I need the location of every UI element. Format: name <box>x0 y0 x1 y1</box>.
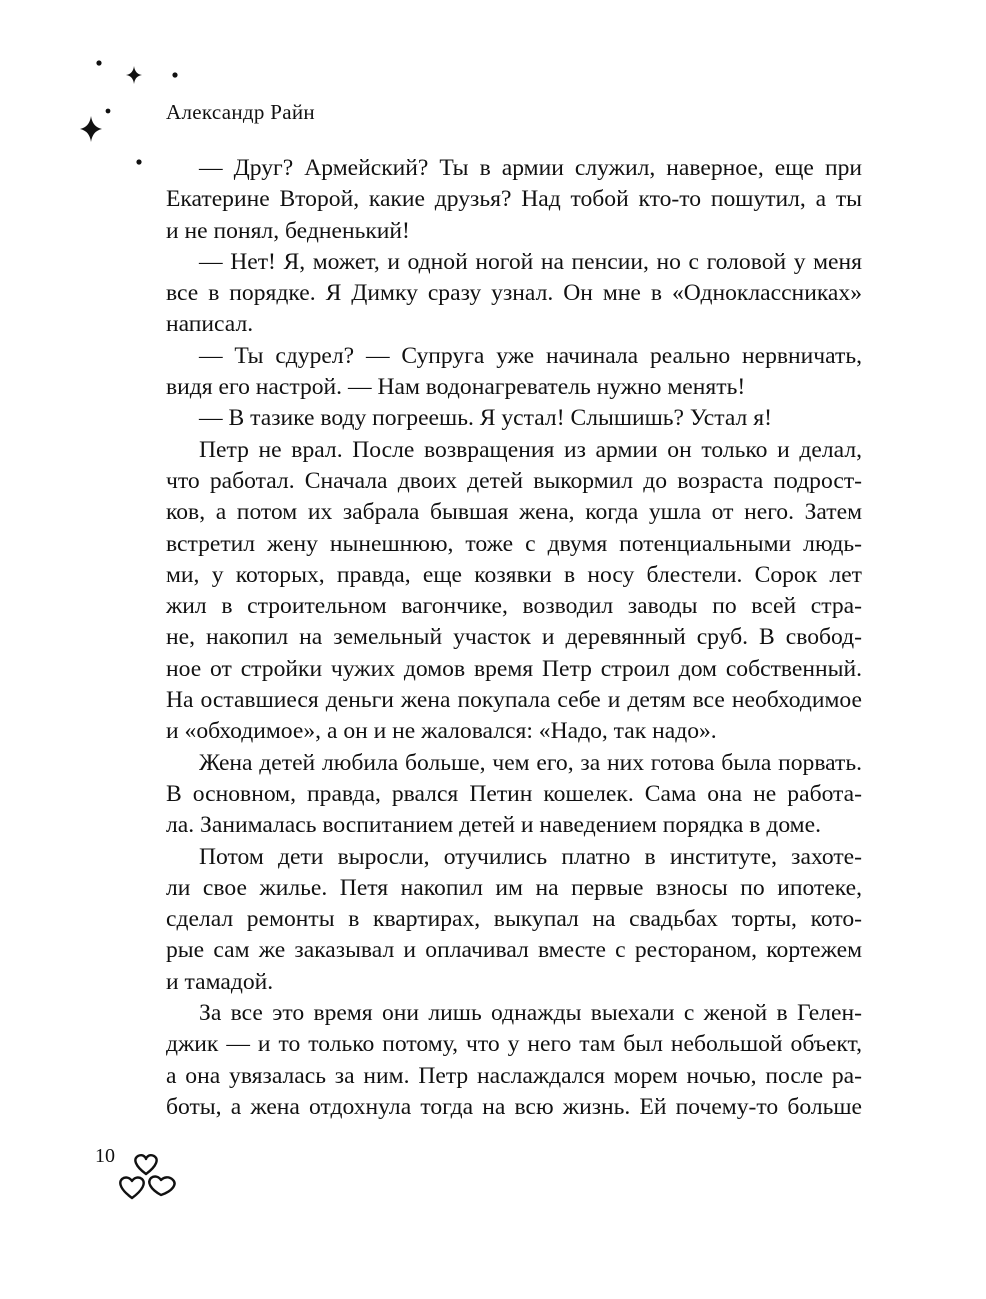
text-line: ков, а потом их забрала бывшая жена, когда ушла от него. Затем <box>166 499 862 526</box>
text-line: За все это время они лишь однажды выехали с женой в Гелен- <box>199 1000 862 1027</box>
page-number: 10 <box>95 1145 115 1167</box>
star <box>126 66 142 84</box>
text-line: ное от стройки чужих домов время Петр строил дом собственный. <box>166 655 862 682</box>
text-line: что работал. Сначала двоих детей выкормил до возраста подрост- <box>166 467 862 494</box>
running-header-author: Александр Райн <box>166 100 315 124</box>
text-line: — В тазике воду погреешь. Я устал! Слышишь? Устал я! <box>199 405 772 432</box>
text-line: Потом дети выросли, отучились платно в институте, захоте- <box>199 843 862 870</box>
text-line: — Нет! Я, может, и одной ногой на пенсии, но с головой у меня <box>199 248 862 275</box>
star <box>80 116 102 142</box>
dot <box>106 109 111 114</box>
text-line: и не понял, бедненький! <box>166 217 410 244</box>
page-body <box>166 153 862 1123</box>
text-line: жил в строительном вагончике, возводил заводы по всей стра- <box>166 593 862 620</box>
text-line: — Ты сдурел? — Супруга уже начинала реально нервничать, <box>199 342 862 369</box>
text-line: написал. <box>166 311 254 338</box>
hearts-icon <box>115 1150 185 1202</box>
text-line: сделал ремонты в квартирах, выкупал на свадьбах торты, кото- <box>166 906 862 933</box>
text-line: рые сам же заказывал и оплачивал вместе с рестораном, кортежем <box>166 937 862 964</box>
text-line: Екатерине Второй, какие друзья? Над тобой кто-то пошутил, а ты <box>166 186 862 213</box>
text-line: все в порядке. Я Димку сразу узнал. Он мне в «Одноклассниках» <box>166 280 862 307</box>
text-line: не, накопил на земельный участок и деревянный сруб. В свобод- <box>166 624 862 651</box>
text-line: Жена детей любила больше, чем его, за них готова была порвать. <box>199 749 862 776</box>
text-line: Петр не врал. После возвращения из армии он только и делал, <box>199 436 862 463</box>
text-line: — Друг? Армейский? Ты в армии служил, наверное, еще при <box>199 155 862 181</box>
dot <box>96 60 101 65</box>
text-line: На оставшиеся деньги жена покупала себе и детям все необходимое <box>166 687 862 714</box>
text-line: боты, а жена отдохнула тогда на всю жизнь. Ей почему-то больше <box>166 1093 862 1120</box>
text-line: встретил жену нынешнюю, тоже с двумя потенциальными людь- <box>166 530 862 557</box>
text-line: и тамадой. <box>166 968 274 995</box>
text-line: ли свое жилье. Петя накопил им на первые взносы по ипотеке, <box>166 874 862 901</box>
text-line: В основном, правда, рвался Петин кошелек. Сама она не работа- <box>166 780 862 807</box>
dot <box>172 72 177 77</box>
heart <box>135 1155 156 1174</box>
heart <box>120 1178 143 1198</box>
text-line: видя его настрой. — Нам водонагреватель нужно менять! <box>166 374 746 401</box>
text-line: и «обходимое», а он и не жаловался: «Надо, так надо». <box>166 718 717 745</box>
text-line: а она увязалась за ним. Петр наслаждался морем ночью, после ра- <box>166 1062 862 1089</box>
text-line: ла. Занималась воспитанием детей и наведением порядка в доме. <box>166 812 821 839</box>
text-line: ми, у которых, правда, еще козявки в носу блестели. Сорок лет <box>166 561 862 588</box>
text-line: джик — и то только потому, что у него там был небольшой объект, <box>166 1031 862 1058</box>
dot <box>136 159 141 164</box>
heart <box>149 1177 174 1195</box>
